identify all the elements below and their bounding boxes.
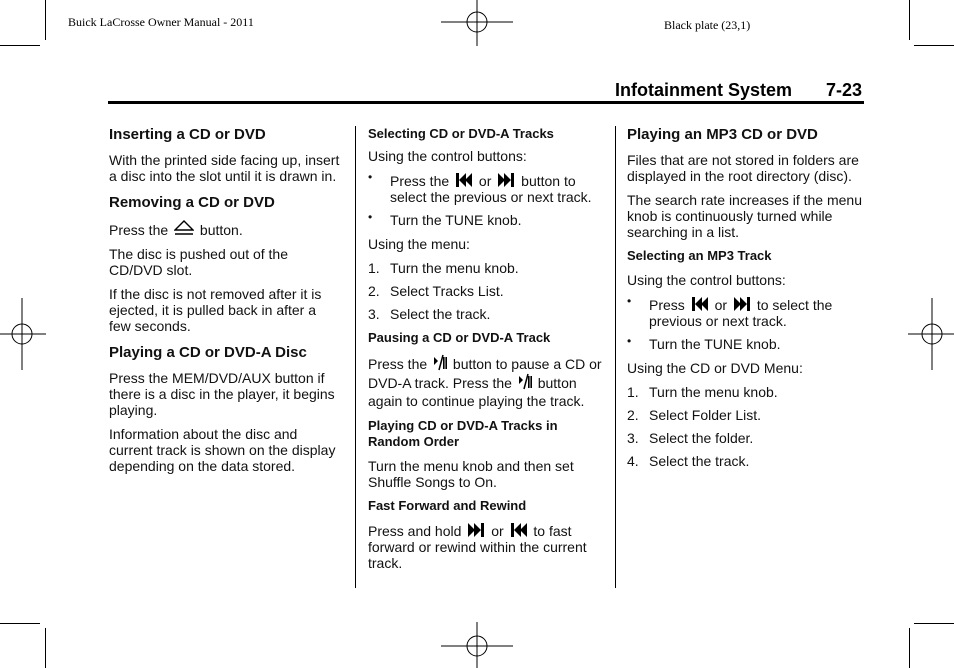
paragraph: Turn the menu knob and then set Shuffle Songs to On. [368,458,574,490]
list-item: 3. Select the folder. [627,430,754,446]
numbered-list [368,260,606,322]
list-item: • Turn the TUNE knob. [627,334,781,352]
crop-mark [914,623,954,624]
paragraph: If the disc is not removed after it is ejected, it is pulled back in after a few seconds. [109,286,322,334]
heading-select-mp3: Selecting an MP3 Track [627,248,772,263]
list-item: 4. Select the track. [627,453,750,469]
paragraph-fast-forward: Press and hold or to fast forward or rewind within the current track. [368,523,587,571]
paragraph: The disc is pushed out of the CD/DVD slot. [109,246,288,278]
heading-removing: Removing a CD or DVD [109,194,275,211]
registration-mark-top [441,0,513,46]
crop-mark [0,623,40,624]
bullet-list [368,172,606,228]
crop-mark [45,0,46,40]
list-item: 1. Turn the menu knob. [368,260,519,276]
paragraph: Press the MEM/DVD/AUX button if there is a disc in the player, it begins playing. [109,370,335,418]
heading-mp3: Playing an MP3 CD or DVD [627,126,818,143]
play-pause-icon [433,354,447,371]
paragraph: Files that are not stored in folders are displayed in the root directory (disc). [627,152,859,184]
paragraph-pause: Press the button to pause a CD or DVD-A track. Press the button again to continue playing the track. [368,356,602,409]
header-rule [108,101,864,104]
seek-previous-icon [510,522,528,538]
column-divider [615,126,616,588]
seek-next-icon [733,296,751,312]
list-item: 1. Turn the menu knob. [627,384,778,400]
crop-mark [909,0,910,40]
registration-mark-right [908,298,954,370]
column-divider [355,126,356,588]
plate-meta: Black plate (23,1) [664,18,751,32]
bullet-list [627,296,865,352]
paragraph: Using the control buttons: [368,148,527,164]
numbered-list [627,384,865,469]
seek-previous-icon [455,172,473,188]
list-item: • Turn the TUNE knob. [368,210,522,228]
crop-mark [914,45,954,46]
heading-pausing: Pausing a CD or DVD-A Track [368,330,551,345]
seek-next-icon [467,522,485,538]
paragraph: Using the CD or DVD Menu: [627,360,803,376]
heading-playing: Playing a CD or DVD-A Disc [109,344,307,361]
section-title: Infotainment System [615,80,793,100]
list-item: • Press the or button to select the previous or next track. [368,170,592,205]
heading-selecting-tracks: Selecting CD or DVD-A Tracks [368,126,554,141]
registration-mark-left [0,298,46,370]
list-item: 3. Select the track. [368,306,491,322]
column-3 [627,126,865,477]
list-item: 2. Select Folder List. [627,407,762,423]
heading-inserting: Inserting a CD or DVD [109,126,266,143]
paragraph: Using the menu: [368,236,470,252]
crop-mark [909,628,910,668]
column-1 [109,126,341,482]
eject-icon [174,220,194,237]
registration-mark-bottom [441,622,513,668]
column-2 [368,126,606,579]
page-number: 7-23 [826,80,863,100]
crop-mark [0,45,40,46]
seek-next-icon [497,172,515,188]
manual-title-meta: Buick LaCrosse Owner Manual - 2011 [68,15,254,29]
heading-fast-forward: Fast Forward and Rewind [368,498,527,513]
list-item: • Press or to select the previous or next track. [627,294,833,329]
heading-random: Playing CD or DVD-A Tracks in Random Order [368,418,558,449]
list-item: 2. Select Tracks List. [368,283,504,299]
paragraph: The search rate increases if the menu knob is continuously turned while searching in a list. [627,192,863,240]
paragraph: With the printed side facing up, insert a disc into the slot until it is drawn in. [109,152,340,184]
seek-previous-icon [691,296,709,312]
crop-mark [45,628,46,668]
paragraph: Using the control buttons: [627,272,786,288]
paragraph-press-eject: Press the button. [109,222,243,238]
play-pause-icon [518,373,532,390]
paragraph: Information about the disc and current track is shown on the display depending on the data stored. [109,426,336,474]
